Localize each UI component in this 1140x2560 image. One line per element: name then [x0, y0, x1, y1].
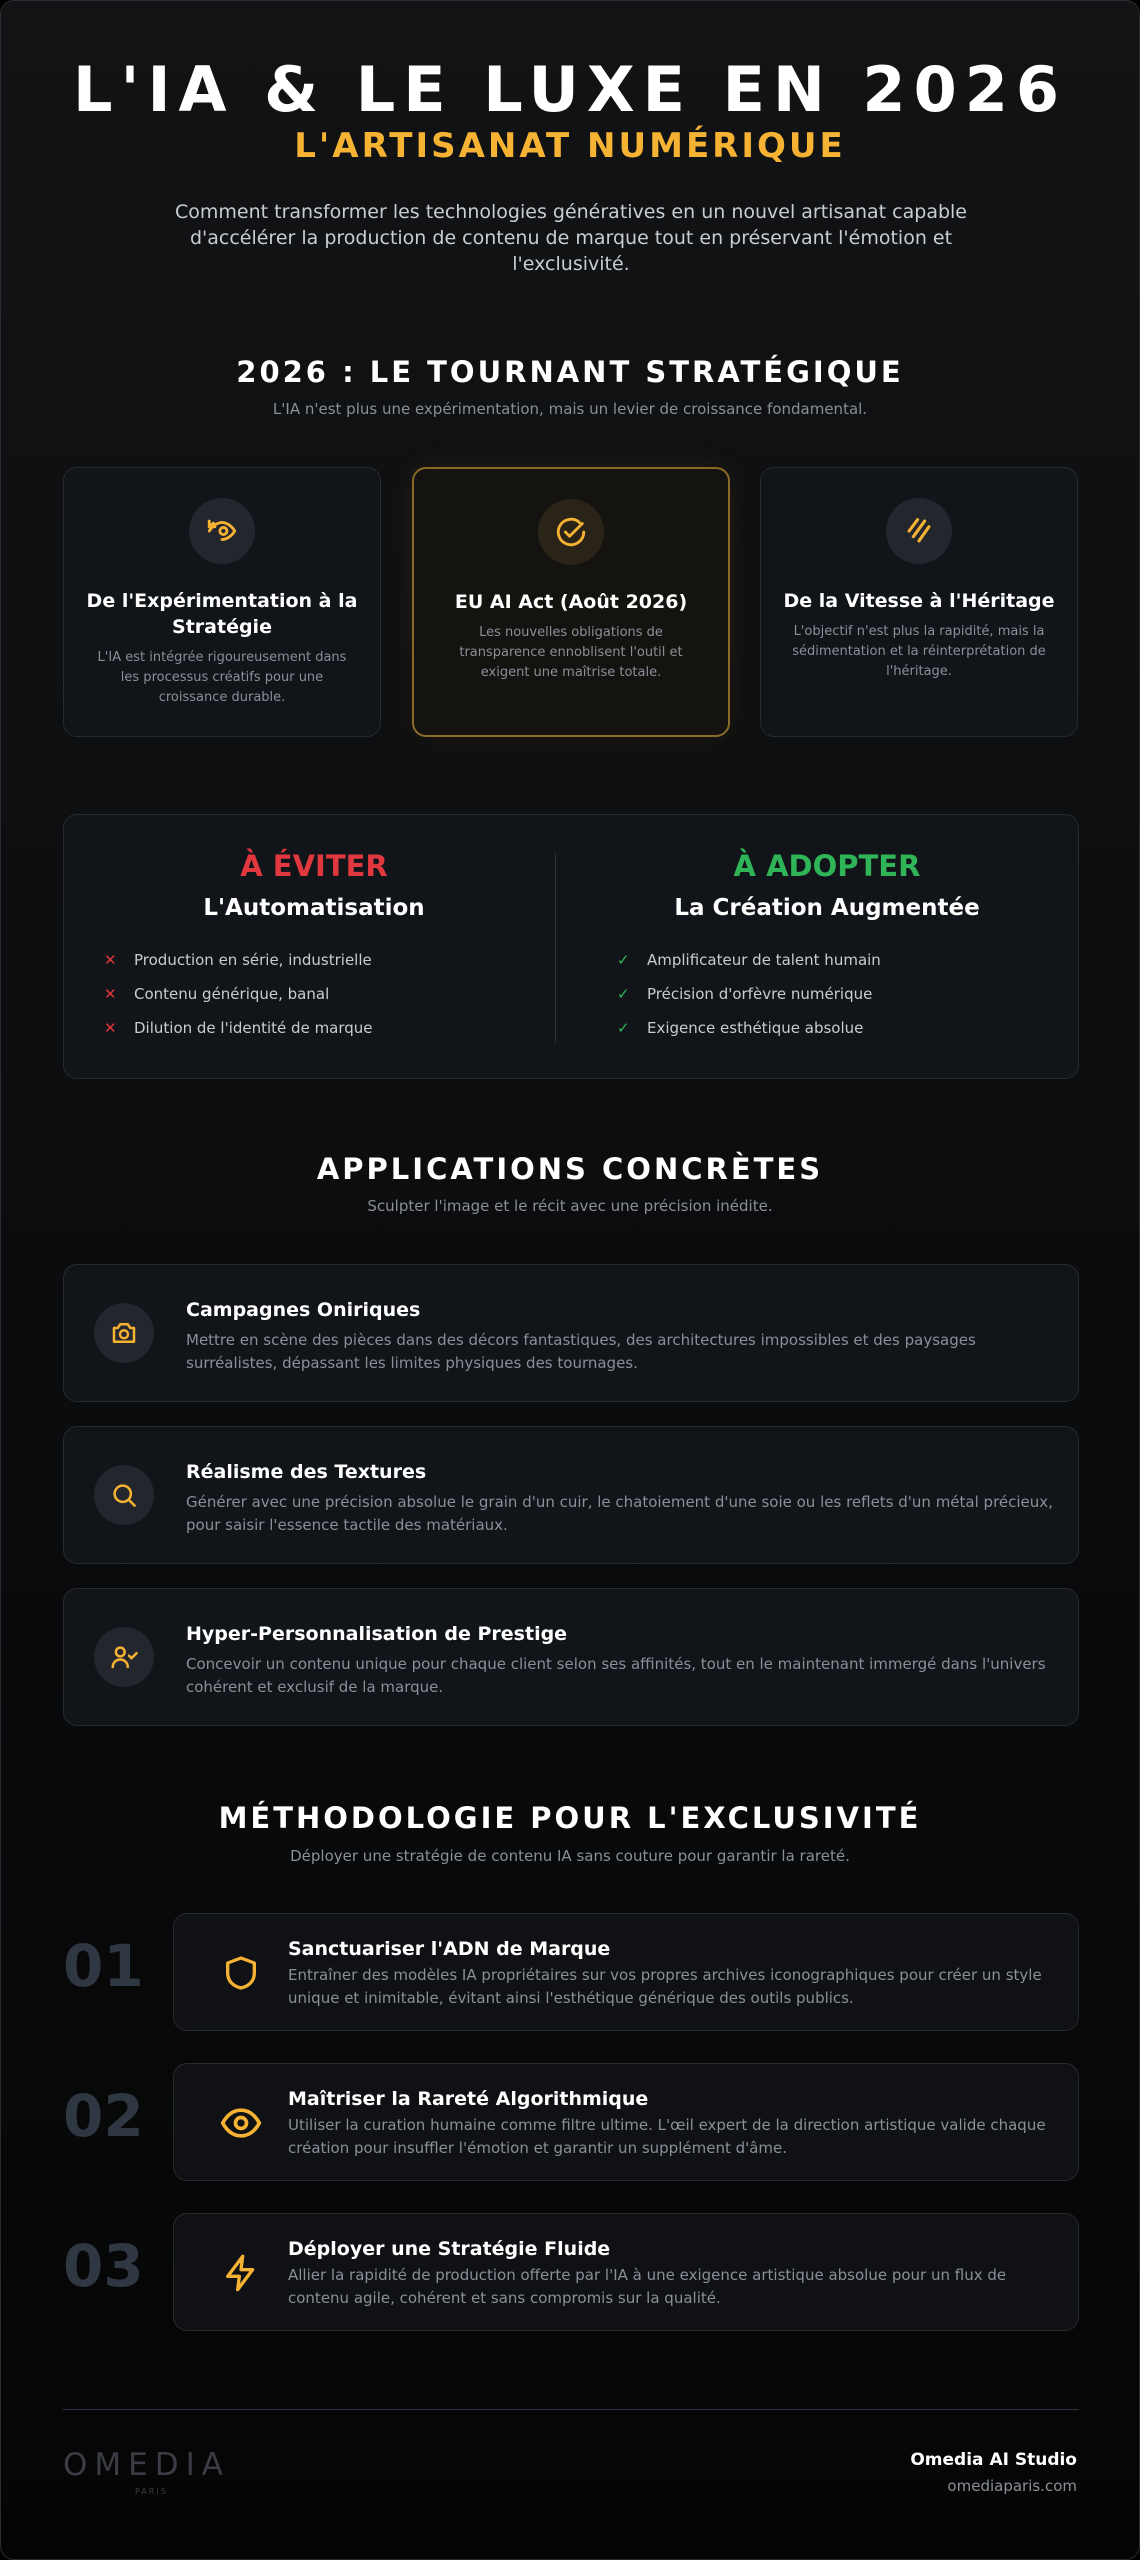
application-text: Concevoir un contenu unique pour chaque client selon ses affinités, tout en le maintenant immergé dans l'univers cohérent et exclusif de la marque.: [186, 1655, 1046, 1696]
main-title: L'IA & LE LUXE EN 2026: [73, 53, 1067, 126]
avoid-subheading: L'Automatisation: [203, 895, 425, 921]
application-text: Mettre en scène des pièces dans des décors fantastiques, des architectures impossibles et des paysages surréalistes, dépassant les limites physiques des tournages.: [186, 1331, 976, 1372]
adopt-item: ✓ Précision d'orfèvre numérique: [617, 985, 873, 1003]
adopt-subheading: La Création Augmentée: [674, 895, 980, 921]
check-circle-icon: [538, 499, 604, 565]
step-text: Utiliser la curation humaine comme filtre ultime. L'œil expert de la direction artistique valide chaque création pour insuffler l'émotion et garantir un supplément d'âme.: [288, 2116, 1046, 2157]
strategy-card: [63, 467, 381, 737]
application-text: Générer avec une précision absolue le grain d'un cuir, le chatoiement d'une soie ou les reflets d'un métal précieux, pour saisir l'essence tactile des matériaux.: [186, 1493, 1053, 1534]
avoid-list: [104, 943, 524, 1045]
method-step: [173, 2063, 1079, 2181]
studio-name: Omedia AI Studio: [910, 2450, 1077, 2470]
shield-icon: [218, 1950, 264, 1996]
eye-icon: [218, 2100, 264, 2146]
method-step: [173, 1913, 1079, 2031]
step-number: 03: [63, 2232, 144, 2300]
adopt-item: ✓ Exigence esthétique absolue: [617, 1019, 864, 1037]
application-title: Hyper-Personnalisation de Prestige: [186, 1623, 568, 1645]
footer-divider: [63, 2409, 1079, 2410]
omedia-logo: OMEDIA: [63, 2447, 230, 2483]
applications-subtitle: Sculpter l'image et le récit avec une précision inédite.: [367, 1197, 773, 1215]
step-title: Maîtriser la Rareté Algorithmique: [288, 2088, 649, 2110]
card-text: Les nouvelles obligations de transparence ennoblisent l'outil et exigent une maîtrise totale.: [459, 625, 683, 680]
user-check-icon: [94, 1627, 154, 1687]
lightning-icon: [218, 2250, 264, 2296]
heritage-card: [760, 467, 1078, 737]
avoid-column: [104, 849, 524, 1045]
check-icon: ✓: [617, 1019, 630, 1037]
search-icon: [94, 1465, 154, 1525]
card-text: L'objectif n'est plus la rapidité, mais la sédimentation et la réinterprétation de l'héritage.: [792, 624, 1046, 679]
method-step: [173, 2213, 1079, 2331]
avoid-item: ✕ Contenu générique, banal: [104, 985, 330, 1003]
step-title: Déployer une Stratégie Fluide: [288, 2238, 611, 2260]
cross-icon: ✕: [104, 1019, 117, 1037]
check-icon: ✓: [617, 985, 630, 1003]
card-title: De l'Expérimentation à la Stratégie: [86, 590, 358, 638]
omedia-logo-sub: PARIS: [135, 2487, 168, 2496]
refresh-eye-icon: [189, 498, 255, 564]
intro-text: Comment transformer les technologies génératives en un nouvel artisanat capable d'accélérer la production de contenu de marque tout en préservant l'émotion et l'exclusivité.: [175, 201, 967, 275]
camera-icon: [94, 1303, 154, 1363]
tournant-subtitle: L'IA n'est plus une expérimentation, mais un levier de croissance fondamental.: [272, 400, 868, 418]
methodology-title: MÉTHODOLOGIE POUR L'EXCLUSIVITÉ: [218, 1801, 922, 1835]
step-number: 02: [63, 2082, 144, 2150]
adopt-item: ✓ Amplificateur de talent humain: [617, 951, 881, 969]
avoid-heading: À ÉVITER: [240, 849, 388, 883]
application-card: [63, 1264, 1079, 1402]
avoid-item: ✕ Production en série, industrielle: [104, 951, 372, 969]
tournant-title: 2026 : LE TOURNANT STRATÉGIQUE: [236, 355, 904, 389]
adopt-heading: À ADOPTER: [733, 849, 921, 883]
check-icon: ✓: [617, 951, 630, 969]
cross-icon: ✕: [104, 951, 117, 969]
website-link[interactable]: omediaparis.com: [947, 2477, 1077, 2495]
step-title: Sanctuariser l'ADN de Marque: [288, 1938, 611, 1960]
adopt-list: [617, 943, 1037, 1045]
card-title: De la Vitesse à l'Héritage: [783, 590, 1055, 612]
cross-icon: ✕: [104, 985, 117, 1003]
step-text: Entraîner des modèles IA propriétaires sur vos propres archives iconographiques pour créer un style unique et inimitable, évitant ainsi l'esthétique générique des outils publics.: [288, 1966, 1042, 2007]
application-title: Campagnes Oniriques: [186, 1299, 421, 1321]
main-subtitle: L'ARTISANAT NUMÉRIQUE: [294, 126, 846, 166]
layers-stripes-icon: [886, 498, 952, 564]
avoid-item: ✕ Dilution de l'identité de marque: [104, 1019, 373, 1037]
compare-panel: [63, 814, 1079, 1079]
step-text: Allier la rapidité de production offerte par l'IA à une exigence artistique absolue pour un flux de contenu agile, cohérent et sans compromis sur la qualité.: [288, 2266, 1007, 2307]
application-card: [63, 1588, 1079, 1726]
application-card: [63, 1426, 1079, 1564]
card-title: EU AI Act (Août 2026): [454, 591, 688, 613]
methodology-subtitle: Déployer une stratégie de contenu IA sans couture pour garantir la rareté.: [290, 1847, 850, 1865]
eu-ai-act-card: [412, 467, 730, 737]
card-text: L'IA est intégrée rigoureusement dans les processus créatifs pour une croissance durable.: [97, 650, 347, 705]
adopt-column: [617, 849, 1037, 1045]
step-number: 01: [63, 1932, 144, 2000]
applications-title: APPLICATIONS CONCRÈTES: [316, 1152, 824, 1186]
compare-divider: [555, 853, 556, 1043]
application-title: Réalisme des Textures: [186, 1461, 427, 1483]
